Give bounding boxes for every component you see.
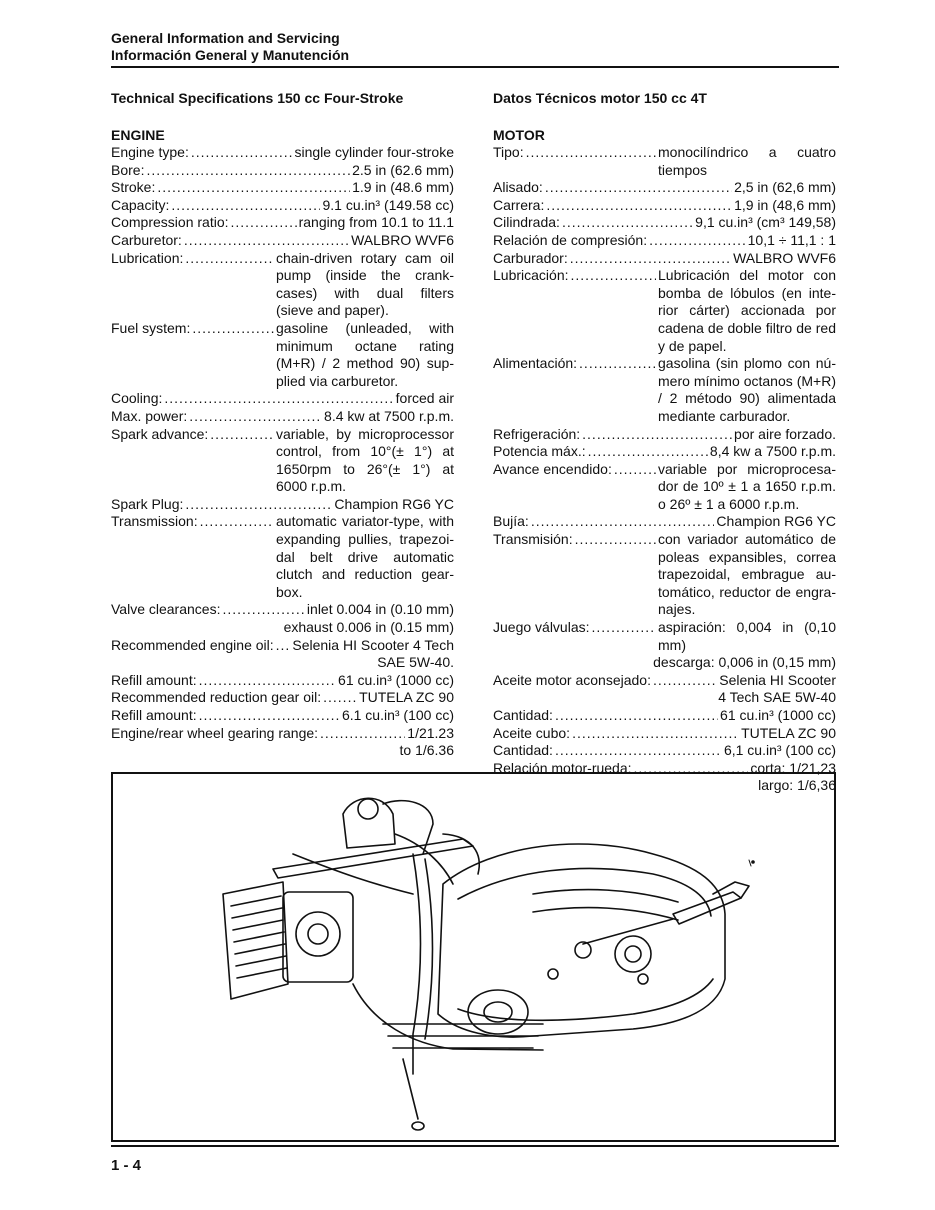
english-spec-item — [111, 162, 454, 180]
english-title: Technical Specifications 150 cc Four-Stroke — [111, 90, 404, 106]
english-leader-dots — [164, 390, 393, 408]
english-spec-value: ranging from 10.1 to 11.1 — [298, 214, 454, 231]
spanish-leader-dots — [579, 355, 656, 373]
spanish-spec-value: Champion RG6 YC — [716, 513, 836, 530]
english-spec-item — [111, 601, 454, 636]
english-spec-item — [111, 689, 454, 707]
english-spec-item — [111, 672, 454, 690]
english-spec-label: Refill amount: — [111, 671, 197, 688]
english-spec-label: Recommended reduction gear oil: — [111, 689, 322, 706]
spanish-spec-value: Lubricación del motor con bomba de lóbulos (en inte-rior cárter) accionada por cadena de doble filtro de red y de papel. — [658, 267, 836, 354]
english-spec-label: Spark advance: — [111, 425, 209, 442]
english-spec-item — [111, 390, 454, 408]
spanish-leader-dots — [546, 197, 732, 215]
english-spec-value: WALBRO WVF6 — [351, 231, 454, 248]
spanish-spec-continuation: largo: 1/6,36 — [758, 777, 836, 794]
header-rule — [111, 66, 839, 68]
header-line-spanish: Información General y Manutención — [111, 47, 350, 63]
english-spec-label: Valve clearances: — [111, 601, 221, 618]
english-spec-label: Recommended engine oil: — [111, 636, 274, 653]
carburetor — [343, 798, 395, 848]
english-spec-continuation: SAE 5W-40. — [377, 654, 454, 671]
spanish-spec-value: variable por microprocesa-dor de 10º ± 1 a 1650 r.p.m. o 26º ± 1 a 6000 r.p.m. — [658, 460, 836, 512]
spanish-spec-value: aspiración: 0,004 in (0,10 mm) — [658, 619, 836, 653]
header-title — [111, 30, 349, 64]
english-leader-dots — [323, 689, 357, 707]
english-spec-item — [111, 144, 454, 162]
english-leader-dots — [146, 162, 350, 180]
english-spec-label: Carburetor: — [111, 231, 182, 248]
english-spec-value: forced air — [395, 390, 454, 407]
english-leader-dots — [192, 320, 274, 338]
english-leader-dots — [320, 725, 405, 743]
spanish-spec-item — [493, 725, 836, 743]
spanish-spec-label: Avance encendido: — [493, 460, 612, 477]
english-leader-dots — [231, 214, 297, 232]
spanish-leader-dots — [649, 232, 746, 250]
english-spec-item — [111, 214, 454, 232]
english-spec-value: gasoline (unleaded, with minimum octane rating (M+R) / 2 method 90) sup-plied via carburetor. — [276, 319, 454, 389]
spanish-spec-label: Lubricación: — [493, 267, 569, 284]
spanish-spec-label: Cantidad: — [493, 707, 553, 723]
spanish-spec-continuation: descarga: 0,006 in (0,15 mm) — [653, 654, 836, 671]
spanish-spec-item — [493, 267, 836, 355]
spanish-spec-label: Relación de compresión: — [493, 231, 648, 248]
header-line-english: General Information and Servicing — [111, 30, 340, 46]
spanish-spec-item — [493, 144, 836, 179]
transmission-case-outline — [438, 844, 725, 1037]
spanish-spec-item — [493, 513, 836, 531]
rear-bracket — [673, 892, 741, 924]
spanish-leader-dots — [582, 426, 732, 444]
spanish-spec-item — [493, 672, 836, 707]
spanish-leader-dots — [555, 742, 722, 760]
english-spec-label: Cooling: — [111, 390, 163, 407]
spanish-spec-value: 8,4 kw a 7500 r.p.m. — [709, 443, 836, 460]
english-spec-value: 1/21.23 — [407, 724, 454, 741]
spanish-spec-label: Carrera: — [493, 196, 545, 213]
spanish-leader-dots — [575, 531, 656, 549]
english-leader-dots — [184, 232, 349, 250]
english-spec-item — [111, 707, 454, 725]
english-leader-dots — [210, 426, 274, 444]
english-leader-dots — [157, 179, 350, 197]
spanish-spec-value: Selenia HI Scooter — [719, 671, 836, 688]
english-leader-dots — [185, 250, 274, 268]
cylinder-head — [283, 892, 353, 982]
spanish-spec-label: Cilindrada: — [493, 214, 560, 231]
english-spec-item — [111, 320, 454, 390]
english-leader-dots — [200, 513, 274, 531]
english-spec-item — [111, 197, 454, 215]
spanish-spec-value: 2,5 in (62,6 mm) — [734, 179, 836, 196]
spanish-spec-value: corta: 1/21,23 — [750, 759, 836, 776]
english-spec-item — [111, 637, 454, 672]
english-spec-item — [111, 232, 454, 250]
english-spec-value: 61 cu.in³ (1000 cc) — [338, 671, 454, 688]
spanish-column — [493, 90, 836, 795]
spanish-spec-label: Relación motor-rueda: — [493, 759, 632, 776]
spanish-spec-label: Potencia máx.: — [493, 443, 586, 460]
spanish-leader-dots — [588, 443, 708, 461]
english-spec-label: Compression ratio: — [111, 214, 229, 231]
spanish-spec-item — [493, 742, 836, 760]
english-spec-value: 9.1 cu.in³ (149.58 cc) — [322, 196, 454, 213]
spanish-spec-label: Carburador: — [493, 249, 568, 266]
english-spec-value: automatic variator-type, with expanding pullies, trapezoi-dal belt drive automatic clutch and reduction gear-box. — [276, 513, 454, 600]
spanish-spec-value: 61 cu.in³ (1000 cc) — [720, 707, 836, 723]
english-spec-value: chain-driven rotary cam oil pump (inside the crank-cases) with dual filters (sieve and paper). — [276, 249, 454, 319]
english-spec-item — [111, 426, 454, 496]
english-spec-value: single cylinder four-stroke — [294, 144, 454, 160]
english-spec-label: Refill amount: — [111, 707, 197, 723]
spanish-leader-dots — [562, 214, 693, 232]
spanish-leader-dots — [570, 250, 731, 268]
spanish-spec-item — [493, 179, 836, 197]
english-spec-label: Stroke: — [111, 179, 156, 196]
english-spec-label: Spark Plug: — [111, 495, 184, 512]
engine-illustration-frame — [111, 772, 836, 1142]
english-leader-dots — [276, 637, 291, 655]
english-spec-item — [111, 725, 454, 760]
english-spec-list — [111, 144, 454, 760]
english-spec-value: 6.1 cu.in³ (100 cc) — [341, 707, 454, 723]
english-spec-continuation: exhaust 0.006 in (0.15 mm) — [283, 619, 454, 636]
english-spec-continuation: to 1/6.36 — [399, 742, 454, 759]
spanish-spec-item — [493, 197, 836, 215]
english-leader-dots — [222, 601, 304, 619]
spanish-spec-item — [493, 232, 836, 250]
spanish-spec-label: Cantidad: — [493, 742, 553, 759]
spanish-spec-value: 9,1 cu.in³ (cm³ 149,58) — [695, 214, 836, 231]
spanish-spec-value: gasolina (sin plomo con nú-mero mínimo octanos (M+R) / 2 método 90) alimentada mediante carburador. — [658, 355, 836, 424]
spanish-leader-dots — [545, 179, 732, 197]
spanish-section-heading: MOTOR — [493, 127, 545, 143]
spanish-spec-item — [493, 443, 836, 461]
english-spec-item — [111, 179, 454, 197]
page-number: 1 - 4 — [111, 1157, 142, 1174]
spanish-spec-value: 10,1 ÷ 11,1 : 1 — [747, 231, 836, 248]
english-spec-value: 1.9 in (48.6 mm) — [352, 179, 454, 196]
spanish-leader-dots — [531, 513, 715, 531]
spanish-leader-dots — [526, 144, 656, 162]
english-leader-dots — [185, 496, 332, 514]
english-spec-item — [111, 408, 454, 426]
english-column — [111, 90, 454, 760]
spanish-leader-dots — [572, 725, 739, 743]
ground-cable — [403, 1059, 418, 1119]
spanish-spec-value: WALBRO WVF6 — [733, 249, 836, 266]
spanish-spec-label: Tipo: — [493, 144, 524, 160]
starter-motor — [468, 990, 528, 1034]
spanish-spec-item — [493, 531, 836, 619]
english-spec-value: 2.5 in (62.6 mm) — [352, 161, 454, 178]
english-spec-label: Engine/rear wheel gearing range: — [111, 724, 319, 741]
english-spec-value: Selenia HI Scooter 4 Tech — [292, 636, 454, 653]
english-section-heading: ENGINE — [111, 127, 165, 143]
english-spec-item — [111, 496, 454, 514]
spanish-spec-item — [493, 214, 836, 232]
spanish-leader-dots — [555, 707, 718, 725]
engine-illustration — [113, 774, 834, 1140]
spanish-spec-label: Alimentación: — [493, 355, 578, 372]
english-spec-label: Lubrication: — [111, 249, 184, 266]
spanish-leader-dots — [571, 267, 657, 285]
english-leader-dots — [171, 197, 320, 215]
spanish-spec-value: 6,1 cu.in³ (100 cc) — [723, 742, 836, 759]
spanish-spec-value: por aire forzado. — [734, 425, 836, 442]
english-spec-value: TUTELA ZC 90 — [359, 689, 454, 706]
spanish-spec-list — [493, 144, 836, 795]
spanish-spec-value: con variador automático de poleas expansibles, correa trapezoidal, embrague au-tomático, reductor de engra-najes. — [658, 531, 836, 618]
english-spec-value: inlet 0.004 in (0.10 mm) — [306, 601, 454, 618]
english-spec-label: Max. power: — [111, 407, 188, 424]
spanish-title: Datos Técnicos motor 150 cc 4T — [493, 90, 707, 106]
spanish-spec-label: Alisado: — [493, 179, 543, 196]
spanish-leader-dots — [592, 619, 656, 637]
spanish-spec-value: monocilíndrico a cuatro tiempos — [658, 144, 836, 178]
spanish-spec-item — [493, 461, 836, 514]
english-leader-dots — [199, 672, 336, 690]
english-spec-label: Fuel system: — [111, 319, 191, 336]
english-leader-dots — [191, 144, 293, 162]
english-leader-dots — [189, 408, 322, 426]
english-spec-value: Champion RG6 YC — [334, 495, 454, 512]
rear-axle-boss — [615, 936, 651, 972]
english-spec-item — [111, 513, 454, 601]
english-spec-label: Bore: — [111, 161, 145, 178]
spanish-spec-label: Aceite motor aconsejado: — [493, 671, 651, 688]
spanish-spec-value: 1,9 in (48,6 mm) — [734, 196, 836, 213]
spanish-spec-label: Juego válvulas: — [493, 619, 590, 636]
spanish-spec-label: Refrigeración: — [493, 425, 581, 442]
footer-rule — [111, 1145, 839, 1147]
spanish-spec-item — [493, 426, 836, 444]
spanish-spec-label: Aceite cubo: — [493, 724, 571, 741]
english-spec-label: Transmission: — [111, 513, 198, 530]
english-spec-value: 8.4 kw at 7500 r.p.m. — [324, 407, 454, 424]
cylinder-block — [223, 882, 288, 999]
spanish-spec-continuation: 4 Tech SAE 5W-40 — [718, 689, 836, 706]
spanish-leader-dots — [614, 461, 656, 479]
spanish-leader-dots — [653, 672, 717, 690]
english-spec-label: Engine type: — [111, 144, 189, 160]
spanish-spec-item — [493, 250, 836, 268]
english-spec-item — [111, 250, 454, 320]
english-spec-label: Capacity: — [111, 196, 170, 213]
spanish-spec-item — [493, 707, 836, 725]
spanish-spec-value: TUTELA ZC 90 — [741, 724, 836, 741]
spanish-spec-item — [493, 619, 836, 672]
english-spec-value: variable, by microprocessor control, from 10°(± 1°) at 1650rpm to 26°(± 1°) at 6000 r.p.m. — [276, 425, 454, 495]
spanish-spec-item — [493, 355, 836, 425]
spanish-spec-label: Transmisión: — [493, 531, 573, 548]
spanish-spec-label: Bujía: — [493, 513, 529, 530]
english-leader-dots — [199, 707, 340, 725]
